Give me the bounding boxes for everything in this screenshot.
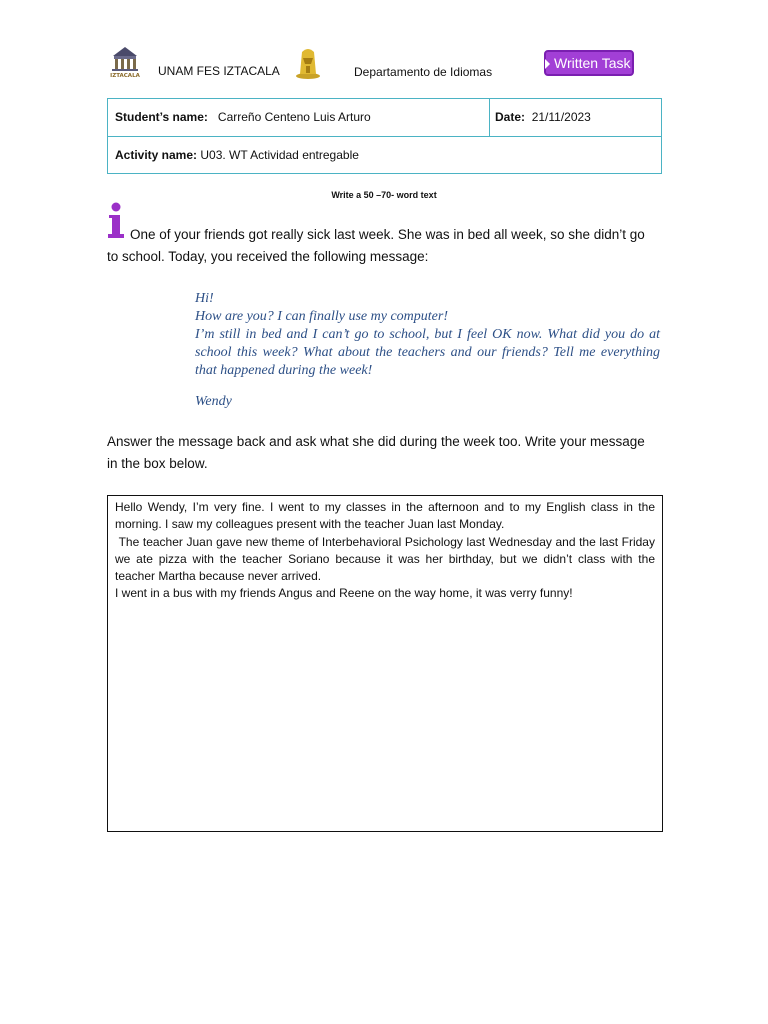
answer-paragraph-3: I went in a bus with my friends Angus and Reene on the way home, it was verry funny! (115, 586, 573, 601)
fes-logo-icon (290, 44, 326, 80)
activity-cell (115, 148, 359, 162)
department-name: Departamento de Idiomas (354, 65, 493, 79)
message-greeting: Hi! (195, 291, 214, 306)
unam-logo-icon (107, 44, 143, 78)
prompt-line-1: One of your friends got really sick last week. She was in bed all week, so she didn’t go (130, 227, 645, 242)
message-line-1: How are you? I can finally use my computer! (195, 309, 448, 324)
student-info-table (107, 98, 662, 174)
unam-logo-text: IZTACALA (110, 73, 140, 78)
info-divider (489, 99, 490, 137)
task-line-1: Answer the message back and ask what she did during the week too. Write your message (107, 434, 645, 449)
date-label: Date: (495, 110, 526, 124)
info-i-icon (106, 202, 126, 240)
message-body: I’m still in bed and I can’t go to school, but I feel OK now. What did you do at school this week? What about the teachers and our friends? Tell me everything that happened during the week! (195, 327, 660, 378)
message-signature: Wendy (195, 394, 232, 409)
institution-name: UNAM FES IZTACALA (158, 64, 280, 78)
task-line-2: in the box below. (107, 456, 208, 471)
student-name-label: Student’s name: (115, 110, 208, 124)
activity-value: U03. WT Actividad entregable (200, 148, 359, 162)
prompt-line-2: to school. Today, you received the following message: (107, 249, 429, 264)
answer-paragraph-1: Hello Wendy, I’m very fine. I went to my classes in the afternoon and to my English class in the morning. I saw my colleagues present with the teacher Juan last Monday. (115, 500, 655, 532)
activity-label: Activity name: (115, 148, 198, 162)
badge-label: Written Task (554, 55, 631, 71)
student-name-value: Carreño Centeno Luis Arturo (217, 110, 371, 124)
date-cell (495, 110, 591, 124)
badge-notch (545, 59, 550, 69)
written-task-badge (544, 50, 634, 76)
student-name-cell (115, 110, 371, 124)
answer-paragraph-2: The teacher Juan gave new theme of Interbehavioral Psichology last Wednesday and the last Friday we ate pizza with the teacher Soriano because it was her birthday, but we didn’t class with the teacher Martha because never arrived. (115, 534, 659, 584)
date-value: 21/11/2023 (531, 110, 591, 124)
instructions-title: Write a 50 –70- word text (331, 190, 437, 200)
answer-textbox[interactable] (107, 495, 663, 832)
